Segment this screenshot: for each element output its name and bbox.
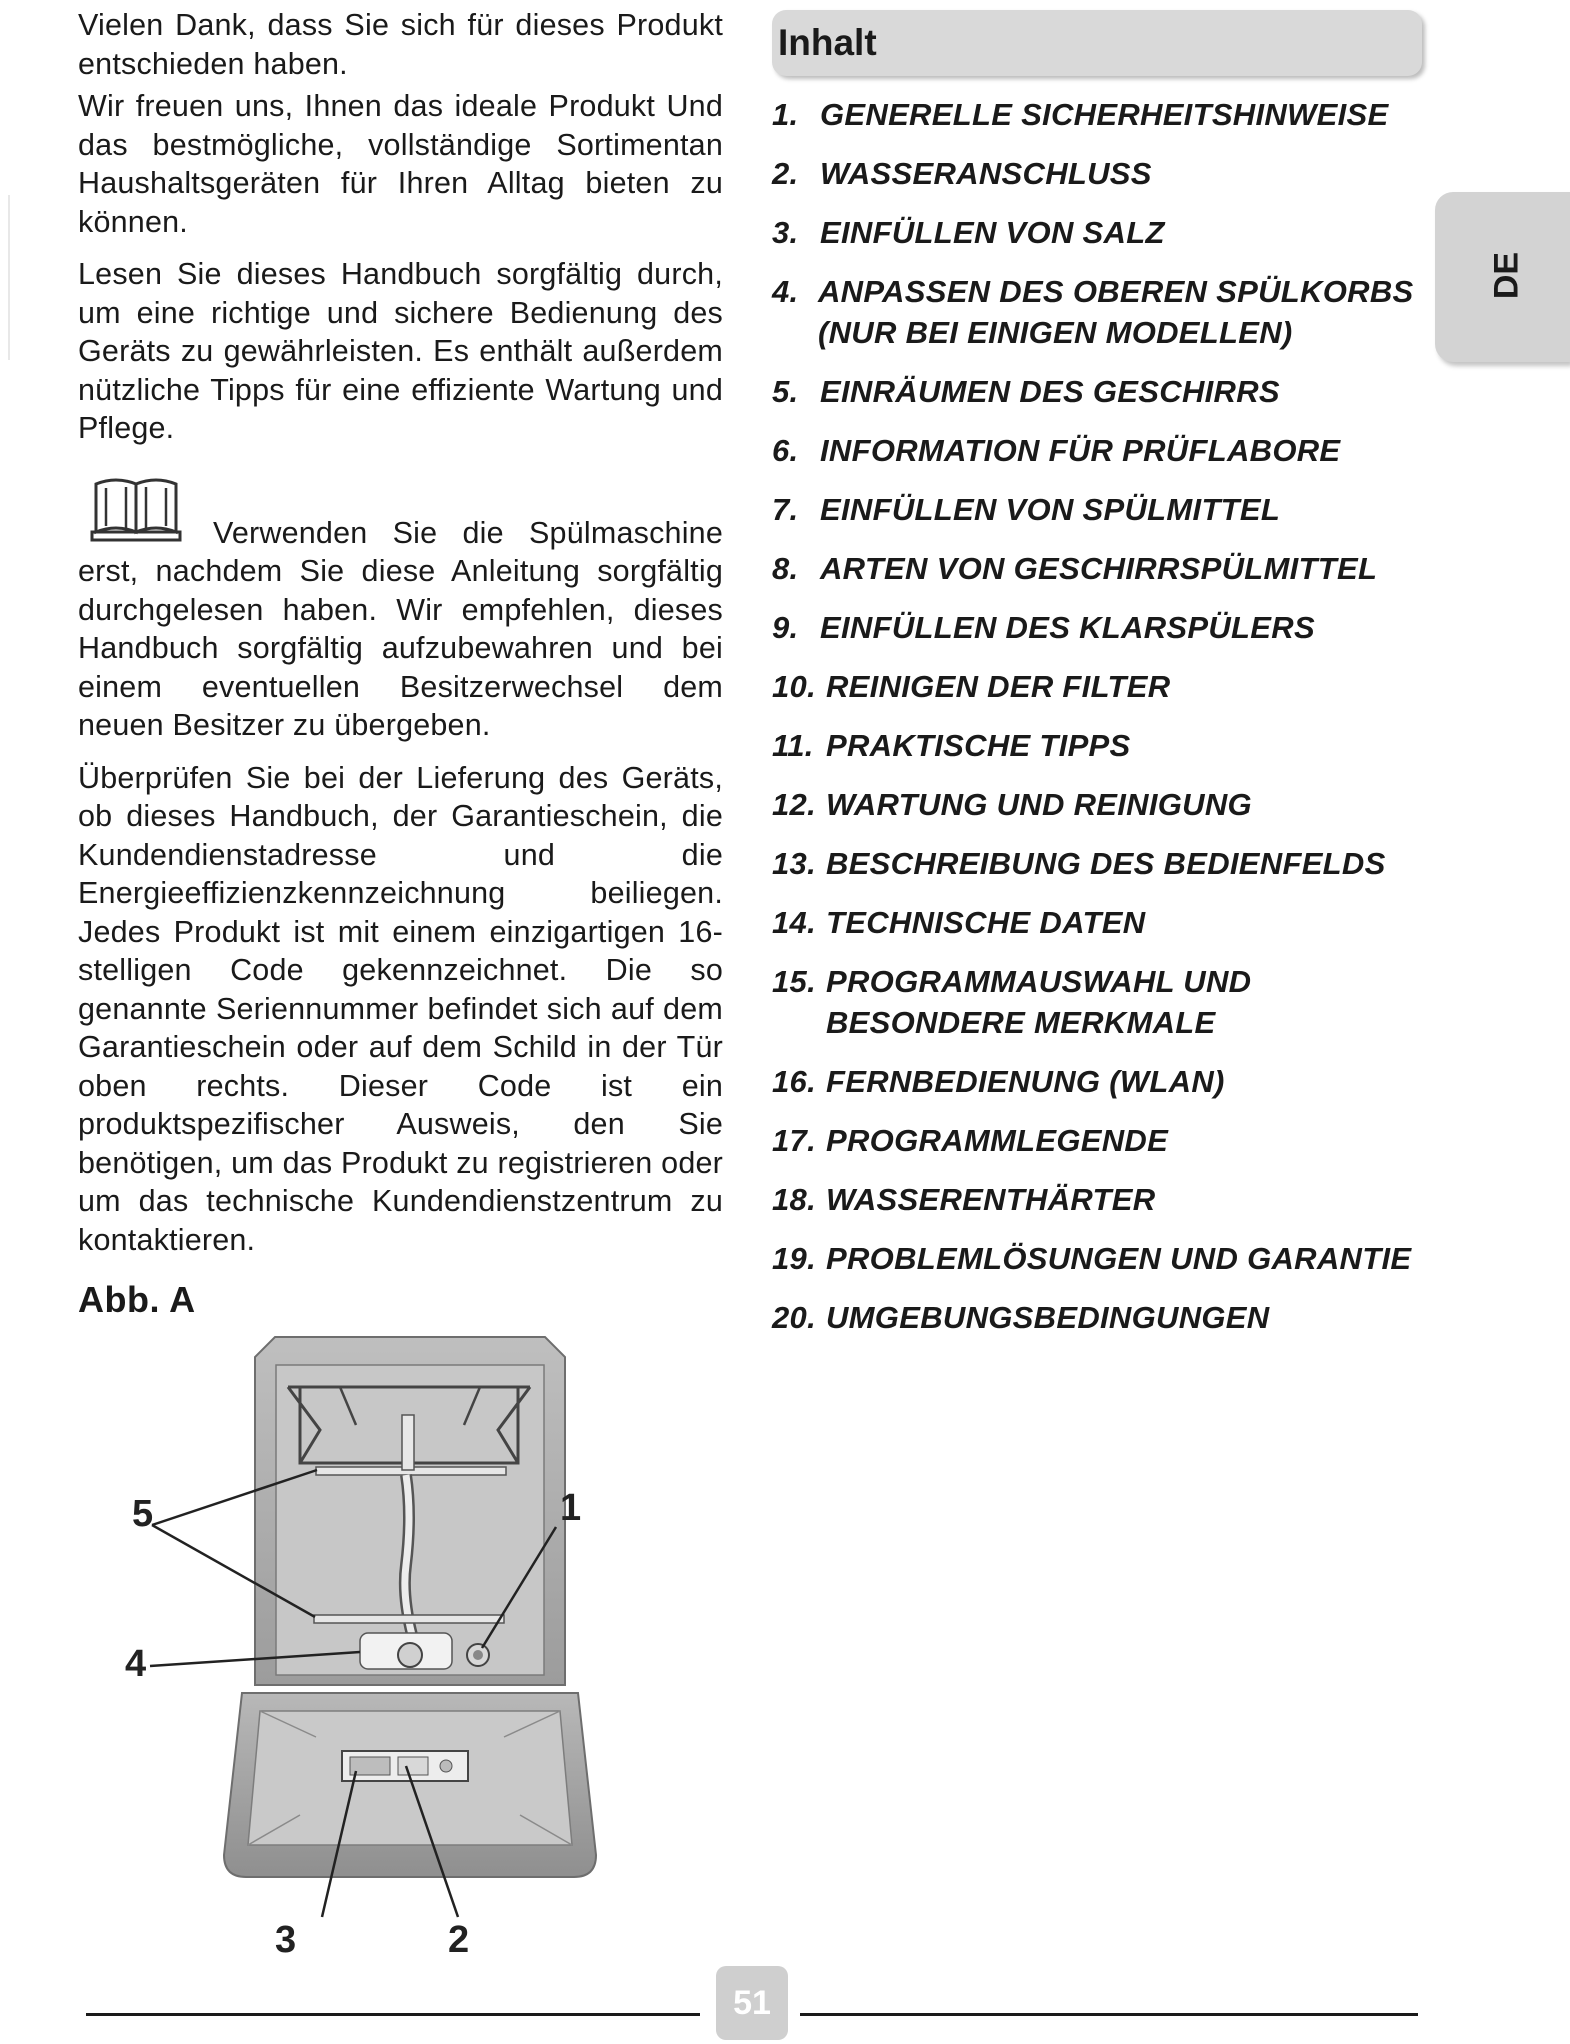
toc-item-title: REINIGEN DER FILTER: [826, 669, 1171, 704]
toc-item-title: EINFÜLLEN VON SPÜLMITTEL: [820, 492, 1281, 527]
intro-thanks: Vielen Dank, dass Sie sich für dieses Produkt entschieden haben.: [78, 8, 723, 81]
toc-item[interactable]: [772, 607, 1422, 648]
figure-title: Abb. A: [78, 1279, 196, 1320]
toc-item-number: 17.: [772, 1123, 816, 1158]
toc-item[interactable]: [772, 843, 1422, 884]
footer-rule-left: [86, 2013, 700, 2016]
toc-item-title: WASSERENTHÄRTER: [826, 1182, 1156, 1217]
toc-item-number: 16.: [772, 1064, 816, 1099]
open-book-icon: [90, 474, 182, 546]
intro-delivery-check: Überprüfen Sie bei der Lieferung des Geräts, ob dieses Handbuch, der Garantieschein, die Kundendienstadresse und die Energieeffizienzkennzeichnung beiliegen. Jedes Produkt ist mit einem einzigartigen 16-stelligen Code gekennzeichnet. Die so genannte Seriennummer befindet sich auf dem Garantieschein oder auf dem Schild in der Tür oben rechts. Dieser Code ist ein produktspezifischer Ausweis, den Sie benötigen, um das Produkt zu registrieren oder um das technische Kundendienstzentrum zu kontaktieren.: [78, 760, 723, 1257]
page-number: 51: [716, 1966, 788, 2040]
manual-notice: [78, 474, 723, 745]
toc-item-title: ANPASSEN DES OBEREN SPÜLKORBS (NUR BEI EINIGEN MODELLEN): [818, 274, 1414, 350]
toc-item-title: ARTEN VON GESCHIRRSPÜLMITTEL: [820, 551, 1378, 586]
toc-item[interactable]: [772, 153, 1422, 194]
language-tab: [1435, 192, 1570, 362]
toc-item-title: TECHNISCHE DATEN: [826, 905, 1146, 940]
toc-list: [772, 94, 1422, 1338]
toc-item-title: EINRÄUMEN DES GESCHIRRS: [820, 374, 1280, 409]
toc-item-number: 10.: [772, 669, 816, 704]
toc-item[interactable]: [772, 961, 1422, 1043]
language-code: DE: [1487, 251, 1526, 300]
toc-item-title: PROBLEMLÖSUNGEN UND GARANTIE: [826, 1241, 1412, 1276]
toc-item-title: WASSERANSCHLUSS: [820, 156, 1152, 191]
toc-item-title: WARTUNG UND REINIGUNG: [826, 787, 1252, 822]
toc-item-title: PRAKTISCHE TIPPS: [826, 728, 1131, 763]
toc-item[interactable]: [772, 271, 1422, 353]
toc-item-title: BESCHREIBUNG DES BEDIENFELDS: [826, 846, 1386, 881]
toc-item-number: 3.: [772, 215, 799, 250]
toc-item-number: 20.: [772, 1300, 816, 1335]
intro-use-after-reading: Verwenden Sie die Spülmaschine erst, nachdem Sie diese Anleitung sorgfältig durchgelesen haben. Wir empfehlen, dieses Handbuch sorgfältig aufzubewahren und bei einem eventuellen Besitzerwechsel dem neuen Besitzer zu übergeben.: [78, 515, 723, 742]
toc-item-title: UMGEBUNGSBEDINGUNGEN: [826, 1300, 1270, 1335]
toc-item[interactable]: [772, 784, 1422, 825]
toc-item[interactable]: [772, 371, 1422, 412]
toc-item-number: 19.: [772, 1241, 816, 1276]
toc-item-number: 18.: [772, 1182, 816, 1217]
toc-item[interactable]: [772, 430, 1422, 471]
toc-item[interactable]: [772, 725, 1422, 766]
toc-item[interactable]: [772, 666, 1422, 707]
toc-item-number: 14.: [772, 905, 816, 940]
toc-item[interactable]: [772, 212, 1422, 253]
toc-item-title: EINFÜLLEN DES KLARSPÜLERS: [820, 610, 1315, 645]
page-edge-mark: [8, 195, 10, 360]
toc-item[interactable]: [772, 1061, 1422, 1102]
toc-item-number: 11.: [772, 728, 814, 763]
toc-item-number: 7.: [772, 492, 799, 527]
toc-item-title: GENERELLE SICHERHEITSHINWEISE: [820, 97, 1389, 132]
toc-item[interactable]: [772, 1297, 1422, 1338]
callout-4: 4: [125, 1643, 147, 1685]
toc-item[interactable]: [772, 548, 1422, 589]
toc-item-number: 2.: [772, 156, 799, 191]
toc-item-number: 15.: [772, 964, 816, 999]
table-of-contents: [772, 10, 1422, 1338]
footer-rule-right: [800, 2013, 1418, 2016]
toc-item-number: 6.: [772, 433, 799, 468]
toc-item-number: 4.: [772, 274, 799, 309]
toc-item-title: EINFÜLLEN VON SALZ: [820, 215, 1165, 250]
toc-item-number: 12.: [772, 787, 816, 822]
toc-item[interactable]: [772, 1120, 1422, 1161]
callout-1: 1: [560, 1487, 582, 1529]
toc-item-number: 1.: [772, 97, 799, 132]
intro-column: [78, 6, 723, 1321]
callout-2: 2: [448, 1919, 470, 1961]
toc-heading: Inhalt: [772, 10, 1422, 76]
toc-item-title: PROGRAMMLEGENDE: [826, 1123, 1169, 1158]
callout-5: 5: [132, 1493, 154, 1535]
toc-item-number: 8.: [772, 551, 799, 586]
dishwasher-figure: [110, 1325, 670, 1965]
toc-item-number: 13.: [772, 846, 816, 881]
intro-welcome: Wir freuen uns, Ihnen das ideale Produkt Und das bestmögliche, vollständige Sortimentan Haushaltsgeräten für Ihren Alltag bieten zu können.: [78, 89, 723, 239]
toc-item[interactable]: [772, 94, 1422, 135]
toc-item[interactable]: [772, 902, 1422, 943]
toc-item-title: FERNBEDIENUNG (WLAN): [826, 1064, 1225, 1099]
toc-item[interactable]: [772, 1179, 1422, 1220]
intro-read-manual: Lesen Sie dieses Handbuch sorgfältig durch, um eine richtige und sichere Bedienung des Geräts zu gewährleisten. Es enthält außerdem nützliche Tipps für eine effiziente Wartung und Pflege.: [78, 257, 723, 445]
dishwasher-illustration: [110, 1325, 670, 1965]
toc-item[interactable]: [772, 1238, 1422, 1279]
toc-item-title: PROGRAMMAUSWAHL UND BESONDERE MERKMALE: [826, 964, 1252, 1040]
callout-3: 3: [275, 1919, 297, 1961]
toc-item-number: 5.: [772, 374, 799, 409]
toc-item-title: INFORMATION FÜR PRÜFLABORE: [820, 433, 1341, 468]
toc-item-number: 9.: [772, 610, 799, 645]
toc-item[interactable]: [772, 489, 1422, 530]
